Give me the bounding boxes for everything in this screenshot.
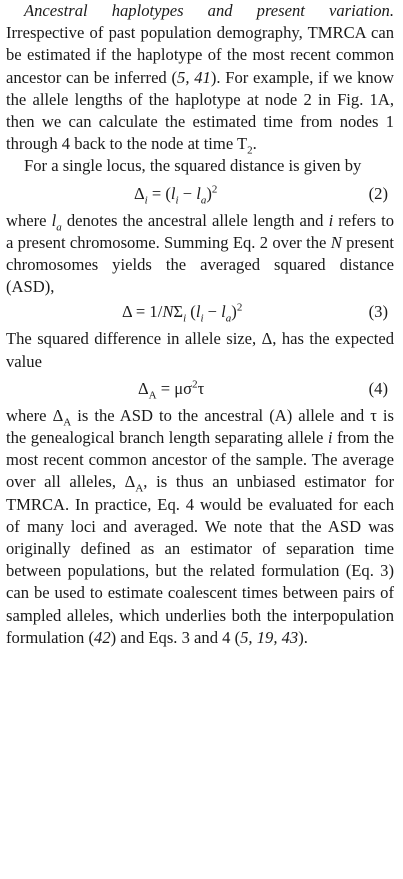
subscript: 2 xyxy=(247,144,253,157)
subscript: A xyxy=(135,482,144,495)
equation-body: $\Delta_i = (l_i - l_a)^2$ xyxy=(134,183,218,206)
equation-number: (2) xyxy=(368,183,388,203)
subscript: a xyxy=(56,220,62,233)
paragraph-text: refers to a present chromosome. Summing Eq. 2 over the xyxy=(6,210,395,252)
equation-4 xyxy=(6,375,394,403)
equation-2 xyxy=(6,180,394,208)
paragraph-text: , is thus an unbiased estimator for TMRCA. In practice, Eq. 4 would be evaluated for each of many loci and averaged. We note that the ASD was originally defined as an estimator of separation time between populations, but the related formulation (Eq. 3) can be used to estimate coalescent times between pairs of sampled alleles, which underlies both the interpopulation formulation ( xyxy=(6,472,395,647)
equation-body: $\Delta_A = \mu\sigma^2\tau$ xyxy=(138,378,205,402)
equation-body: $\Delta = 1/N\Sigma_i$ $(l_i - l_a)^2$ xyxy=(122,301,243,325)
paragraph-text: ) and Eqs. 3 and 4 ( xyxy=(110,627,241,647)
paragraph-asd xyxy=(6,405,394,649)
equation-number: (4) xyxy=(368,378,388,398)
paragraph-ancestral-length xyxy=(6,210,394,299)
paragraph-text: present chromosomes yields the averaged squared distance (ASD), xyxy=(6,232,394,297)
paragraph-text: ). xyxy=(298,627,308,647)
paragraph-single-locus: For a single locus, the squared distance is given by xyxy=(24,156,362,176)
variable: l xyxy=(51,210,57,230)
paragraph-ancestral-haplotypes xyxy=(6,0,394,155)
paragraph-text: from the most recent common ancestor of the sample. The average over all alleles, Δ xyxy=(6,428,394,492)
paragraph-text: is the ASD to the ancestral (A) allele and τ is the genealogical branch length separating allele xyxy=(6,405,394,448)
section-lead: Ancestral haplotypes and present variation. xyxy=(24,1,394,20)
variable: N xyxy=(330,232,342,252)
variable: i xyxy=(328,210,334,230)
paragraph-text: Irrespective of past population demography, TMRCA can be estimated if the haplotype of the most recent common ancestor can be inferred ( xyxy=(6,23,394,87)
paragraph-text: denotes the ancestral allele length and xyxy=(61,210,329,230)
equation-number: (3) xyxy=(368,302,388,322)
variable: i xyxy=(327,428,333,448)
paragraph-expected-value: The squared difference in allele size, Δ, has the expected value xyxy=(6,329,394,371)
subscript: A xyxy=(63,416,72,429)
equation-3 xyxy=(6,298,394,326)
paragraph-text: where Δ xyxy=(6,405,64,425)
citation: 5, 19, 43 xyxy=(240,627,299,647)
citation: 5, 41 xyxy=(177,67,211,87)
paragraph-text: . xyxy=(252,134,257,154)
paragraph-text: ). For example, if we know the allele lengths of the haplotype at node 2 in Fig. 1A, then we can calculate the estimated time from nodes 1 through 4 back to the node at time T xyxy=(6,67,395,154)
text-column xyxy=(6,0,394,649)
paragraph-text: where xyxy=(6,210,52,230)
citation: 42 xyxy=(94,627,111,647)
